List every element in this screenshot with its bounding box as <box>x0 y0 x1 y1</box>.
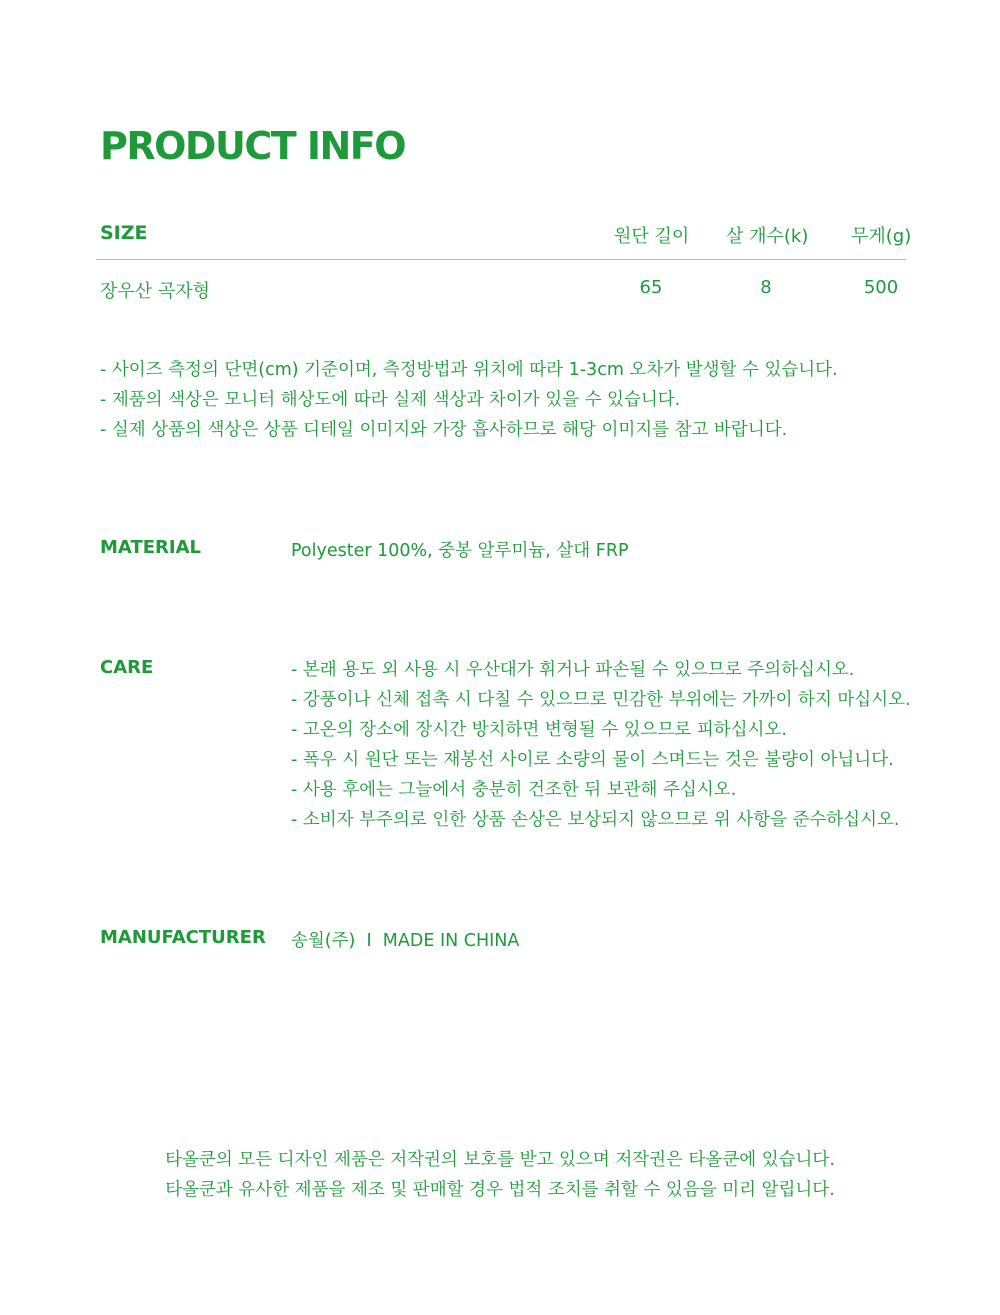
size-notes <box>100 355 838 445</box>
care-item: - 사용 후에는 그늘에서 충분히 건조한 뒤 보관해 주십시오. <box>291 780 737 800</box>
page-title: PRODUCT INFO <box>100 124 406 168</box>
column-header-rib-count: 살 개수(k) <box>726 226 809 247</box>
copyright-notice <box>0 1145 1000 1205</box>
care-item: - 소비자 부주의로 인한 상품 손상은 보상되지 않으므로 위 사항을 준수하십시오. <box>291 810 900 830</box>
note-item: - 제품의 색상은 모니터 해상도에 따라 실제 색상과 차이가 있을 수 있습니다. <box>100 390 681 410</box>
size-label: SIZE <box>100 222 148 244</box>
column-header-fabric-length: 원단 길이 <box>614 226 690 247</box>
care-item: - 폭우 시 원단 또는 재봉선 사이로 소량의 물이 스며드는 것은 불량이 아닙니다. <box>291 750 894 770</box>
copyright-line: 타올쿤의 모든 디자인 제품은 저작권의 보호를 받고 있으며 저작권은 타올쿤에 있습니다. <box>165 1150 835 1170</box>
copyright-line: 타올쿤과 유사한 제품을 제조 및 판매할 경우 법적 조치를 취할 수 있음을 미리 알립니다. <box>165 1180 835 1200</box>
care-list <box>291 655 911 835</box>
table-cell-weight: 500 <box>863 277 899 298</box>
care-item: - 본래 용도 외 사용 시 우산대가 휘거나 파손될 수 있으므로 주의하십시오. <box>291 660 855 680</box>
table-row-name: 장우산 곡자형 <box>100 281 211 302</box>
table-cell-fabric-length: 65 <box>639 277 663 298</box>
care-item: - 강풍이나 신체 접촉 시 다칠 수 있으므로 민감한 부위에는 가까이 하지 마십시오. <box>291 690 911 710</box>
table-cell-rib-count: 8 <box>760 277 772 298</box>
note-item: - 사이즈 측정의 단면(cm) 기준이며, 측정방법과 위치에 따라 1-3cm 오차가 발생할 수 있습니다. <box>100 360 838 380</box>
table-divider <box>96 259 906 260</box>
manufacturer-label: MANUFACTURER <box>100 927 266 948</box>
material-label: MATERIAL <box>100 537 201 558</box>
care-label: CARE <box>100 657 154 678</box>
material-value: Polyester 100%, 중봉 알루미늄, 살대 FRP <box>291 541 629 561</box>
note-item: - 실제 상품의 색상은 상품 디테일 이미지와 가장 흡사하므로 해당 이미지를 참고 바랍니다. <box>100 420 788 440</box>
manufacturer-value: 송월(주) I MADE IN CHINA <box>291 931 520 951</box>
care-item: - 고온의 장소에 장시간 방치하면 변형될 수 있으므로 피하십시오. <box>291 720 787 740</box>
column-header-weight: 무게(g) <box>851 226 912 247</box>
